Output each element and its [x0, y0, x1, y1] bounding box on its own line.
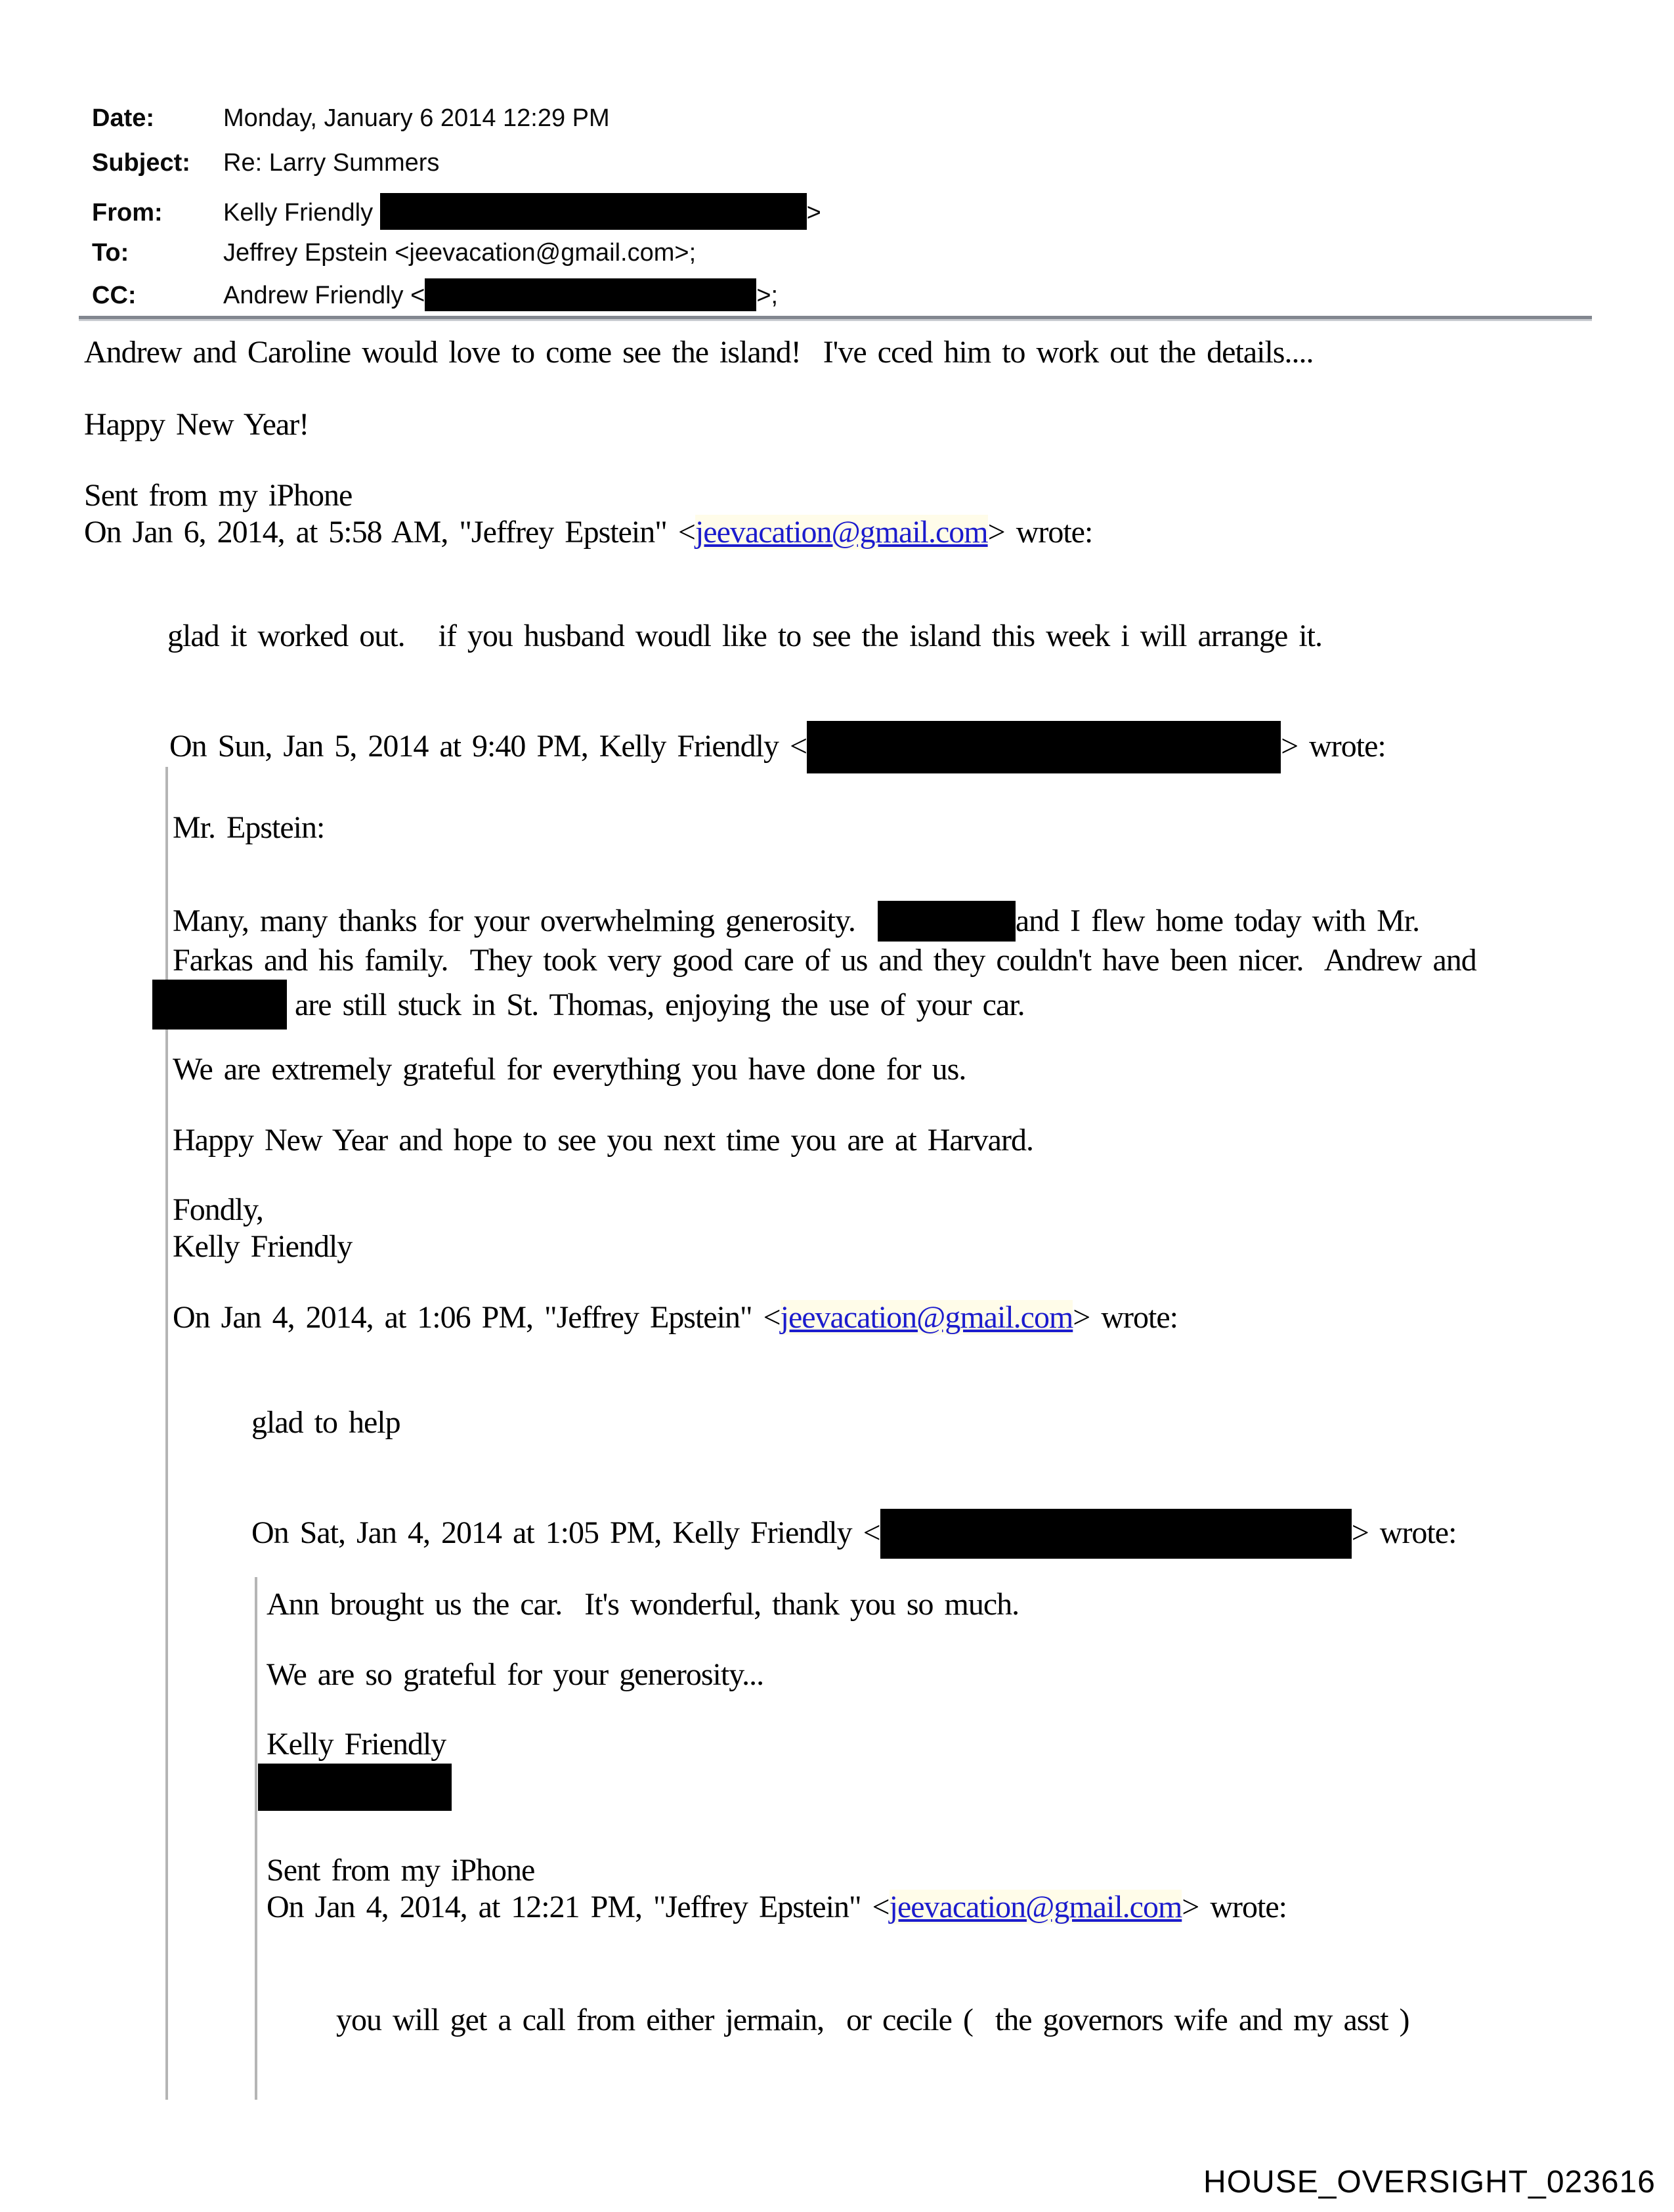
header-divider	[79, 316, 1592, 321]
quote-intro-jan4-105	[251, 1509, 1456, 1559]
redaction-box	[425, 278, 756, 311]
signature-name: Kelly Friendly	[267, 1727, 446, 1762]
closing-line: Fondly,	[173, 1192, 263, 1227]
redaction-box	[152, 980, 287, 1030]
message-paragraph: Ann brought us the car. It's wonderful, thank you so much.	[267, 1587, 1019, 1622]
cc-label: CC:	[92, 282, 137, 309]
quote-intro-jan5	[169, 721, 1386, 773]
quote-intro-text: On Sun, Jan 5, 2014 at 9:40 PM, Kelly Friendly <	[169, 729, 807, 764]
message-paragraph: Happy New Year!	[84, 407, 309, 442]
from-value: Kelly Friendly	[223, 199, 380, 227]
message-paragraph-line: Farkas and his family. They took very good care of us and they couldn't have been nicer. Andrew and	[173, 943, 1476, 978]
signature-name: Kelly Friendly	[173, 1229, 353, 1264]
quote-intro-text: > wrote:	[1073, 1300, 1178, 1335]
quote-intro-text: > wrote:	[987, 515, 1093, 550]
paragraph-text: and I flew home today with Mr.	[1015, 903, 1420, 938]
quote-intro-text: On Sat, Jan 4, 2014 at 1:05 PM, Kelly Friendly <	[251, 1515, 880, 1550]
iphone-signature: Sent from my iPhone	[84, 478, 353, 513]
email-link[interactable]: jeevacation@gmail.com	[780, 1300, 1073, 1335]
bates-number: HOUSE_OVERSIGHT_023616	[1203, 2165, 1656, 2200]
to-value: Jeffrey Epstein <jeevacation@gmail.com>;	[223, 239, 697, 267]
redaction-box	[380, 193, 807, 230]
from-label: From:	[92, 199, 163, 227]
from-value-suffix: >	[806, 199, 821, 227]
iphone-signature: Sent from my iPhone	[267, 1853, 535, 1888]
header-row-date	[92, 103, 610, 133]
quote-intro-text: > wrote:	[1351, 1515, 1457, 1550]
quote-intro-text: > wrote:	[1182, 1890, 1287, 1924]
quote-intro-text: On Jan 4, 2014, at 12:21 PM, "Jeffrey Epstein" <	[267, 1890, 890, 1924]
date-label: Date:	[92, 104, 155, 132]
quote-intro-jan4-1221	[267, 1888, 1287, 1926]
message-paragraph: glad to help	[251, 1405, 400, 1440]
quote-intro-jan4-106	[173, 1299, 1178, 1337]
redaction-box	[807, 721, 1281, 773]
cc-value-suffix: >;	[756, 282, 779, 309]
quote-bar-level2	[255, 1577, 257, 2100]
quote-intro-text: > wrote:	[1281, 729, 1386, 764]
quote-intro-text: On Jan 6, 2014, at 5:58 AM, "Jeffrey Epstein" <	[84, 515, 695, 550]
email-link[interactable]: jeevacation@gmail.com	[889, 1890, 1182, 1924]
redaction-box	[258, 1764, 452, 1811]
redaction-box	[880, 1509, 1352, 1559]
cc-value: Andrew Friendly <	[223, 282, 425, 309]
to-label: To:	[92, 239, 129, 267]
header-row-cc	[92, 278, 778, 311]
quote-bar-level1	[165, 767, 168, 2100]
quote-intro-text: On Jan 4, 2014, at 1:06 PM, "Jeffrey Epstein" <	[173, 1300, 781, 1335]
message-paragraph-line	[173, 901, 1419, 942]
paragraph-text: Many, many thanks for your overwhelming generosity.	[173, 903, 878, 938]
email-link[interactable]: jeevacation@gmail.com	[695, 515, 988, 550]
greeting-line: Mr. Epstein:	[173, 810, 325, 845]
header-row-to	[92, 238, 696, 268]
header-row-from	[92, 193, 821, 230]
message-paragraph: glad it worked out. if you husband woudl like to see the island this week i will arrange it.	[167, 618, 1322, 653]
message-paragraph: We are so grateful for your generosity...	[267, 1657, 764, 1692]
quote-intro-jan6	[84, 513, 1092, 552]
date-value: Monday, January 6 2014 12:29 PM	[223, 104, 610, 132]
message-paragraph: you will get a call from either jermain, or cecile ( the governors wife and my asst )	[336, 2003, 1409, 2037]
message-paragraph: Happy New Year and hope to see you next time you are at Harvard.	[173, 1123, 1033, 1158]
message-paragraph: We are extremely grateful for everything you have done for us.	[173, 1052, 966, 1087]
header-row-subject	[92, 148, 439, 178]
message-paragraph-line	[173, 980, 1025, 1030]
subject-label: Subject:	[92, 149, 190, 177]
message-paragraph: Andrew and Caroline would love to come see the island! I've cced him to work out the details....	[84, 335, 1314, 370]
subject-value: Re: Larry Summers	[223, 149, 440, 177]
redaction-box	[878, 901, 1016, 942]
paragraph-text: are still stuck in St. Thomas, enjoying the use of your car.	[295, 987, 1025, 1022]
